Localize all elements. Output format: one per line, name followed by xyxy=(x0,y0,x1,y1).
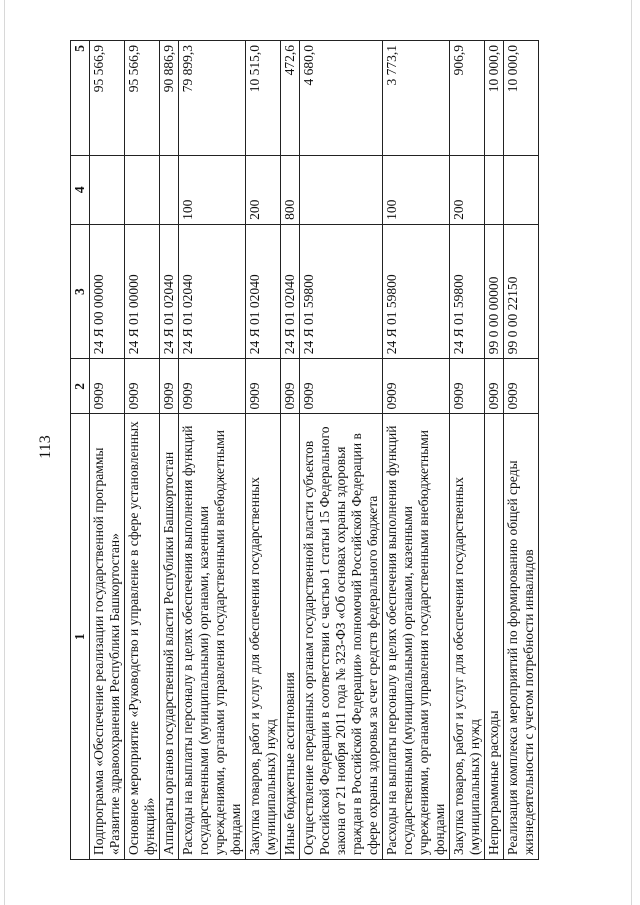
row-name: Иные бюджетные ассигнования xyxy=(281,414,300,860)
row-amount: 3 773,1 xyxy=(383,41,450,156)
row-amount: 95 566,9 xyxy=(90,41,125,156)
row-expense-type xyxy=(90,155,125,224)
page-number: 113 xyxy=(37,435,54,459)
row-amount: 4 680,0 xyxy=(300,41,383,156)
row-expense-type xyxy=(485,155,504,224)
row-expense-type: 200 xyxy=(246,155,281,224)
row-expense-type: 800 xyxy=(281,155,300,224)
header-col-3: 3 xyxy=(71,224,90,358)
table-row xyxy=(300,41,383,860)
row-section: 0909 xyxy=(450,359,485,414)
row-expense-type: 200 xyxy=(450,155,485,224)
row-amount: 10 000,0 xyxy=(485,41,504,156)
table-row xyxy=(90,41,125,860)
row-name: Расходы на выплаты персоналу в целях обеспечения выполнения функций государственными (муниципальными) органами, казенными учреждениями, органами управления государственными внебюджетными фондами xyxy=(383,414,450,860)
table-row xyxy=(179,41,246,860)
header-col-2: 2 xyxy=(71,359,90,414)
row-name: Подпрограмма «Обеспечение реализации государственной программы «Развитие здравоохранения Республики Башкортостан» xyxy=(90,414,125,860)
table-header-row xyxy=(71,41,90,860)
row-amount: 95 566,9 xyxy=(125,41,160,156)
row-target-article: 99 0 00 22150 xyxy=(504,224,539,358)
row-section: 0909 xyxy=(90,359,125,414)
scan-edge-right xyxy=(631,0,632,905)
table-body xyxy=(90,41,539,860)
row-amount: 10 515,0 xyxy=(246,41,281,156)
row-section: 0909 xyxy=(281,359,300,414)
table-row xyxy=(125,41,160,860)
table-row xyxy=(383,41,450,860)
row-name: Закупка товаров, работ и услуг для обеспечения государственных (муниципальных) нужд xyxy=(246,414,281,860)
row-target-article: 24 Я 00 00000 xyxy=(90,224,125,358)
row-target-article: 24 Я 01 02040 xyxy=(281,224,300,358)
row-expense-type: 100 xyxy=(383,155,450,224)
row-expense-type: 100 xyxy=(179,155,246,224)
row-expense-type xyxy=(504,155,539,224)
row-target-article: 24 Я 01 02040 xyxy=(246,224,281,358)
row-name: Основное мероприятие «Руководство и управление в сфере установленных функций» xyxy=(125,414,160,860)
row-expense-type xyxy=(300,155,383,224)
row-section: 0909 xyxy=(246,359,281,414)
rotated-table-container xyxy=(70,40,570,860)
budget-table xyxy=(70,40,539,860)
table-row xyxy=(160,41,179,860)
row-section: 0909 xyxy=(179,359,246,414)
row-amount: 906,9 xyxy=(450,41,485,156)
row-section: 0909 xyxy=(300,359,383,414)
header-col-1: 1 xyxy=(71,414,90,860)
row-expense-type xyxy=(160,155,179,224)
row-amount: 90 886,9 xyxy=(160,41,179,156)
row-target-article: 24 Я 01 59800 xyxy=(450,224,485,358)
header-col-5: 5 xyxy=(71,41,90,156)
row-section: 0909 xyxy=(160,359,179,414)
row-name: Осуществление переданных органам государственной власти субъектов Российской Федерации в соответствии с частью 1 статьи 15 Федерального закона от 21 ноября 2011 года № 323-ФЗ «Об основах охраны здоровья граждан в Российской Федерации» полномочий Российской Федерации в сфере охраны здоровья за счет средств федерального бюджета xyxy=(300,414,383,860)
row-name: Аппараты органов государственной власти Республики Башкортостан xyxy=(160,414,179,860)
table-row xyxy=(450,41,485,860)
row-amount: 472,6 xyxy=(281,41,300,156)
row-amount: 10 000,0 xyxy=(504,41,539,156)
row-name: Непрограммные расходы xyxy=(485,414,504,860)
row-amount: 79 899,3 xyxy=(179,41,246,156)
row-section: 0909 xyxy=(125,359,160,414)
row-target-article: 24 Я 01 59800 xyxy=(383,224,450,358)
row-section: 0909 xyxy=(485,359,504,414)
row-name: Реализация комплекса мероприятий по формированию общей среды жизнедеятельности с учетом потребности инвалидов xyxy=(504,414,539,860)
row-section: 0909 xyxy=(504,359,539,414)
row-target-article: 99 0 00 00000 xyxy=(485,224,504,358)
row-target-article: 24 Я 01 02040 xyxy=(160,224,179,358)
row-target-article: 24 Я 01 00000 xyxy=(125,224,160,358)
row-name: Закупка товаров, работ и услуг для обеспечения государственных (муниципальных) нужд xyxy=(450,414,485,860)
row-target-article: 24 Я 01 59800 xyxy=(300,224,383,358)
row-name: Расходы на выплаты персоналу в целях обеспечения выполнения функций государственными (муниципальными) органами, казенными учреждениями, органами управления государственными внебюджетными фондами xyxy=(179,414,246,860)
row-expense-type xyxy=(125,155,160,224)
row-target-article: 24 Я 01 02040 xyxy=(179,224,246,358)
row-section: 0909 xyxy=(383,359,450,414)
header-col-4: 4 xyxy=(71,155,90,224)
table-row xyxy=(504,41,539,860)
table-row xyxy=(281,41,300,860)
scan-edge-left xyxy=(4,0,5,905)
table-row xyxy=(246,41,281,860)
table-row xyxy=(485,41,504,860)
